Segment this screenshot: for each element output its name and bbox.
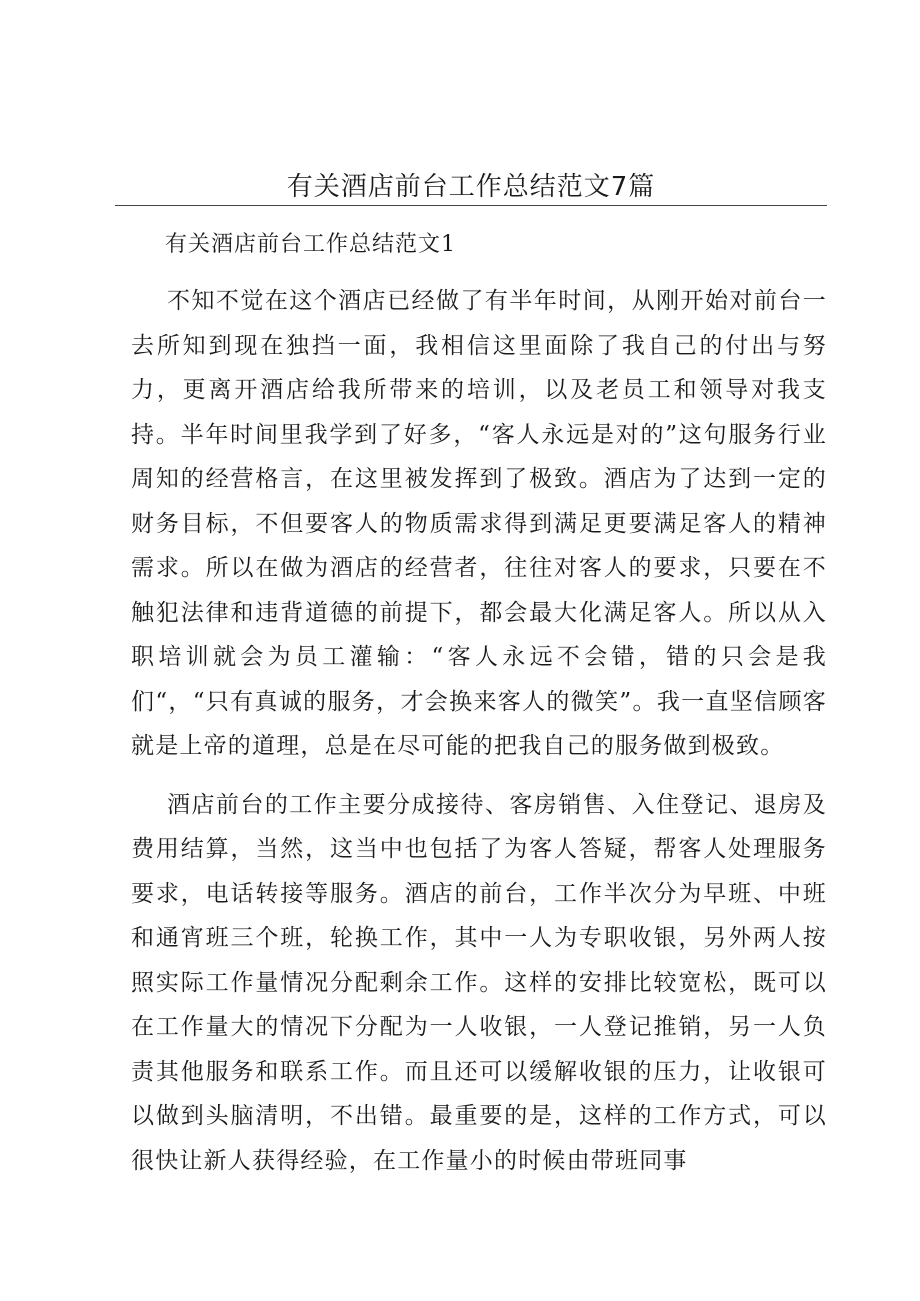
document-title: 有关酒店前台工作总结范文7篇 — [286, 172, 656, 202]
title-underline — [115, 205, 827, 206]
document-body — [131, 225, 827, 1183]
section-heading: 有关酒店前台工作总结范文1 — [165, 232, 456, 257]
body-paragraph-2: 酒店前台的工作主要分成接待、客房销售、入住登记、退房及费用结算，当然，这当中也包括了为客人答疑，帮客人处理服务要求，电话转接等服务。酒店的前台，工作半次分为早班、中班和通宵班三个班，轮换工作，其中一人为专职收银，另外两人按照实际工作量情况分配剩余工作。这样的安排比较宽松，既可以在工作量大的情况下分配为一人收银，一人登记推销，另一人负责其他服务和联系工作。而且还可以缓解收银的压力，让收银可以做到头脑清明，不出错。最重要的是，这样的工作方式，可以很快让新人获得经验，在工作量小的时候由带班同事 — [131, 791, 827, 1174]
body-paragraph-1: 不知不觉在这个酒店已经做了有半年时间，从刚开始对前台一去所知到现在独挡一面，我相信这里面除了我自己的付出与努力，更离开酒店给我所带来的培训，以及老员工和领导对我支持。半年时间里我学到了好多，“客人永远是对的”这句服务行业周知的经营格言，在这里被发挥到了极致。酒店为了达到一定的财务目标，不但要客人的物质需求得到满足更要满足客人的精神需求。所以在做为酒店的经营者，往往对客人的要求，只要在不触犯法律和违背道德的前提下，都会最大化满足客人。所以从入职培训就会为员工灌输：“客人永远不会错，错的只会是我们“，“只有真诚的服务，才会换来客人的微笑”。我一直坚信顾客就是上帝的道理，总是在尽可能的把我自己的服务做到极致。 — [131, 288, 827, 759]
